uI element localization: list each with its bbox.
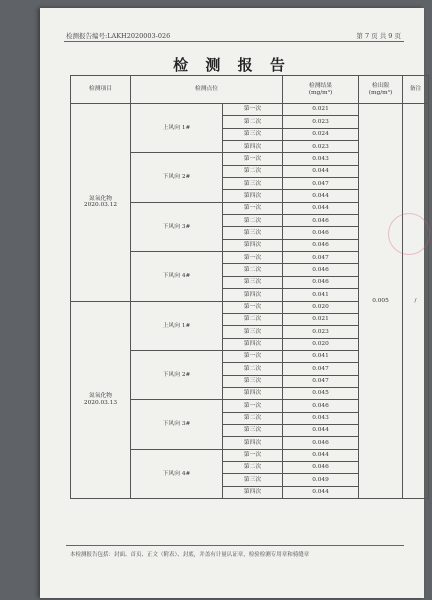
item-date: 2020.03.12 xyxy=(83,202,118,209)
point-cell: 下风向 3# xyxy=(131,202,223,251)
result-cell: 0.047 xyxy=(283,178,359,190)
seal-stamp xyxy=(388,213,430,255)
page-indicator: 第 7 页 共 9 页 xyxy=(356,32,401,40)
header-limit xyxy=(359,76,403,104)
result-cell: 0.043 xyxy=(283,153,359,165)
result-cell: 0.044 xyxy=(283,190,359,202)
header-note: 备注 xyxy=(403,76,429,104)
point-cell: 下风向 3# xyxy=(131,400,223,449)
times-cell: 第三次 xyxy=(223,375,283,387)
table-row xyxy=(71,104,429,116)
times-cell: 第三次 xyxy=(223,474,283,486)
times-cell: 第四次 xyxy=(223,437,283,449)
times-cell: 第一次 xyxy=(223,153,283,165)
times-cell: 第四次 xyxy=(223,141,283,153)
header-divider xyxy=(64,41,404,42)
times-cell: 第一次 xyxy=(223,301,283,313)
header-point: 检测点位 xyxy=(131,76,283,104)
times-cell: 第一次 xyxy=(223,449,283,461)
result-cell: 0.046 xyxy=(283,215,359,227)
result-cell: 0.044 xyxy=(283,424,359,436)
header-result-label: 检测结果 xyxy=(308,83,333,90)
note-cell: / xyxy=(403,104,429,499)
result-cell: 0.020 xyxy=(283,338,359,350)
footer-note: 本检测报告包括：封面、首页、正文（附表）、封底，并盖有计量认证章，检验检测专用章和骑缝章 xyxy=(70,552,310,558)
item-cell xyxy=(71,104,131,302)
header-result-unit: (mg/m³) xyxy=(308,89,333,96)
result-cell: 0.045 xyxy=(283,387,359,399)
result-cell: 0.049 xyxy=(283,474,359,486)
result-cell: 0.023 xyxy=(283,326,359,338)
point-cell: 下风向 2# xyxy=(131,350,223,399)
result-cell: 0.044 xyxy=(283,165,359,177)
point-cell: 下风向 4# xyxy=(131,252,223,301)
result-cell: 0.046 xyxy=(283,239,359,251)
result-cell: 0.044 xyxy=(283,486,359,498)
footer-divider xyxy=(66,545,404,546)
results-table xyxy=(70,75,429,499)
result-cell: 0.020 xyxy=(283,301,359,313)
times-cell: 第四次 xyxy=(223,190,283,202)
times-cell: 第二次 xyxy=(223,116,283,128)
times-cell: 第一次 xyxy=(223,252,283,264)
times-cell: 第三次 xyxy=(223,178,283,190)
times-cell: 第一次 xyxy=(223,202,283,214)
item-cell xyxy=(71,301,131,499)
header-limit-unit: (mg/m³) xyxy=(368,89,393,96)
table-header-row xyxy=(71,76,429,104)
times-cell: 第二次 xyxy=(223,363,283,375)
times-cell: 第三次 xyxy=(223,424,283,436)
times-cell: 第四次 xyxy=(223,289,283,301)
times-cell: 第二次 xyxy=(223,313,283,325)
times-cell: 第一次 xyxy=(223,400,283,412)
point-cell: 下风向 4# xyxy=(131,449,223,498)
report-number: 检测报告编号:LAKH2020003-026 xyxy=(66,32,171,40)
limit-cell: 0.005 xyxy=(359,104,403,499)
result-cell: 0.023 xyxy=(283,116,359,128)
times-cell: 第三次 xyxy=(223,326,283,338)
times-cell: 第二次 xyxy=(223,165,283,177)
result-cell: 0.046 xyxy=(283,400,359,412)
result-cell: 0.046 xyxy=(283,437,359,449)
times-cell: 第一次 xyxy=(223,350,283,362)
result-cell: 0.041 xyxy=(283,289,359,301)
result-cell: 0.044 xyxy=(283,202,359,214)
result-cell: 0.021 xyxy=(283,313,359,325)
item-name: 氮氧化物 xyxy=(88,195,113,202)
times-cell: 第四次 xyxy=(223,387,283,399)
result-cell: 0.041 xyxy=(283,350,359,362)
result-cell: 0.023 xyxy=(283,141,359,153)
times-cell: 第四次 xyxy=(223,486,283,498)
page-title: 检 测 报 告 xyxy=(173,56,291,74)
times-cell: 第二次 xyxy=(223,412,283,424)
result-cell: 0.046 xyxy=(283,276,359,288)
item-name: 氮氧化物 xyxy=(88,393,113,400)
header-limit-label: 检出限 xyxy=(371,83,390,90)
point-cell: 上风向 1# xyxy=(131,104,223,153)
point-cell: 下风向 2# xyxy=(131,153,223,202)
result-cell: 0.046 xyxy=(283,264,359,276)
results-body xyxy=(71,104,429,499)
times-cell: 第二次 xyxy=(223,215,283,227)
times-cell: 第一次 xyxy=(223,104,283,116)
result-cell: 0.047 xyxy=(283,363,359,375)
result-cell: 0.046 xyxy=(283,227,359,239)
result-cell: 0.047 xyxy=(283,252,359,264)
times-cell: 第三次 xyxy=(223,128,283,140)
times-cell: 第二次 xyxy=(223,461,283,473)
result-cell: 0.046 xyxy=(283,461,359,473)
item-date: 2020.03.13 xyxy=(83,399,118,406)
times-cell: 第四次 xyxy=(223,239,283,251)
times-cell: 第二次 xyxy=(223,264,283,276)
result-cell: 0.047 xyxy=(283,375,359,387)
times-cell: 第四次 xyxy=(223,338,283,350)
result-cell: 0.044 xyxy=(283,449,359,461)
times-cell: 第三次 xyxy=(223,227,283,239)
header-result xyxy=(283,76,359,104)
result-cell: 0.021 xyxy=(283,104,359,116)
point-cell: 上风向 1# xyxy=(131,301,223,350)
report-page xyxy=(40,8,424,598)
times-cell: 第三次 xyxy=(223,276,283,288)
result-cell: 0.043 xyxy=(283,412,359,424)
header-item: 检测项目 xyxy=(71,76,131,104)
result-cell: 0.024 xyxy=(283,128,359,140)
